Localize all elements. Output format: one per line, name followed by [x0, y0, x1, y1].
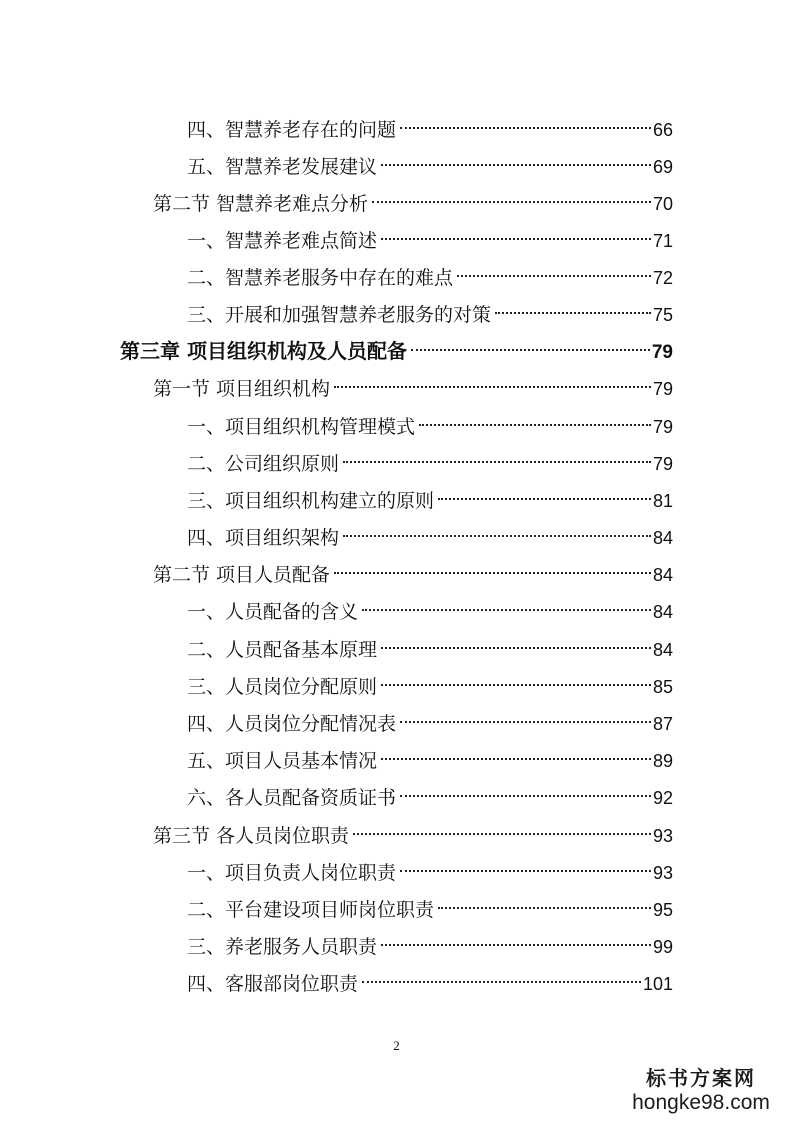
toc-entry-label: 二、人员配备基本原理 — [187, 639, 378, 661]
toc-leader-dots — [411, 330, 650, 358]
toc-entry-page: 84 — [652, 565, 673, 585]
toc-entry[interactable] — [187, 665, 673, 698]
toc-leader-dots — [381, 628, 651, 656]
toc-entry-label: 二、智慧养老服务中存在的难点 — [187, 267, 454, 289]
toc-entry-page: 101 — [642, 974, 673, 994]
site-watermark — [621, 1066, 781, 1116]
toc-entry-page: 75 — [652, 305, 673, 325]
toc-entry-page: 95 — [652, 900, 673, 920]
toc-leader-dots — [362, 590, 651, 618]
toc-leader-dots — [400, 108, 651, 136]
toc-entry[interactable] — [187, 145, 673, 178]
toc-entry[interactable] — [187, 405, 673, 438]
toc-leader-dots — [353, 814, 651, 842]
toc-entry-label: 三、项目组织机构建立的原则 — [187, 490, 435, 512]
toc-entry[interactable] — [187, 442, 673, 475]
toc-leader-dots — [381, 739, 651, 767]
toc-entry-label: 四、项目组织架构 — [187, 527, 340, 549]
toc-entry-label: 第三节 各人员岗位职责 — [153, 825, 350, 847]
toc-entry-page: 93 — [652, 826, 673, 846]
toc-entry[interactable] — [187, 590, 673, 623]
toc-entry-label: 一、智慧养老难点简述 — [187, 230, 378, 252]
toc-entry[interactable] — [187, 776, 673, 809]
toc-leader-dots — [400, 702, 651, 730]
toc-entry-label: 三、人员岗位分配原则 — [187, 676, 378, 698]
toc-entry-label: 一、项目负责人岗位职责 — [187, 862, 397, 884]
toc-entry[interactable] — [153, 182, 673, 215]
toc-entry-label: 六、各人员配备资质证书 — [187, 787, 397, 809]
toc-entry-label: 四、人员岗位分配情况表 — [187, 713, 397, 735]
toc-entry-label: 第三章 项目组织机构及人员配备 — [120, 339, 407, 363]
toc-entry-page: 66 — [652, 120, 673, 140]
toc-leader-dots — [381, 665, 651, 693]
toc-leader-dots — [400, 776, 651, 804]
toc-entry[interactable] — [153, 814, 673, 847]
toc-entry-label: 一、项目组织机构管理模式 — [187, 416, 416, 438]
toc-entry[interactable] — [187, 962, 673, 995]
toc-entry-page: 84 — [652, 528, 673, 548]
toc-entry[interactable] — [187, 628, 673, 661]
toc-entry-page: 92 — [652, 788, 673, 808]
toc-entry-page: 69 — [652, 157, 673, 177]
watermark-site-name: 标书方案网 — [646, 1066, 756, 1090]
footer-page-number: 2 — [393, 1038, 400, 1053]
toc-leader-dots — [381, 145, 651, 173]
toc-leader-dots — [400, 851, 651, 879]
toc-entry-label: 四、智慧养老存在的问题 — [187, 119, 397, 141]
toc-entry[interactable] — [187, 739, 673, 772]
toc-leader-dots — [381, 925, 651, 953]
toc-entry[interactable] — [153, 553, 673, 586]
toc-entry-label: 一、人员配备的含义 — [187, 601, 359, 623]
toc-leader-dots — [419, 405, 651, 433]
watermark-site-url: hongke98.com — [632, 1091, 770, 1114]
toc-leader-dots — [343, 442, 651, 470]
toc-entry-label: 五、智慧养老发展建议 — [187, 156, 378, 178]
toc-leader-dots — [343, 516, 651, 544]
toc-entry-page: 81 — [652, 491, 673, 511]
toc-entry[interactable] — [153, 367, 673, 400]
toc-entry-page: 79 — [651, 342, 673, 363]
toc-entry[interactable] — [187, 256, 673, 289]
toc-entry-page: 93 — [652, 863, 673, 883]
toc-entry[interactable] — [187, 925, 673, 958]
toc-entry-label: 第一节 项目组织机构 — [153, 378, 331, 400]
toc-entry[interactable] — [187, 479, 673, 512]
toc-chapter-entry[interactable] — [120, 330, 673, 363]
toc-entry-page: 99 — [652, 937, 673, 957]
toc-entry-page: 89 — [652, 751, 673, 771]
toc-leader-dots — [438, 888, 651, 916]
toc-entry-page: 70 — [652, 194, 673, 214]
toc-entry-page: 87 — [652, 714, 673, 734]
toc-leader-dots — [334, 553, 651, 581]
toc-entry-label: 二、公司组织原则 — [187, 453, 340, 475]
toc-leader-dots — [495, 293, 651, 321]
toc-leader-dots — [381, 219, 651, 247]
toc-entry[interactable] — [187, 851, 673, 884]
toc-entry[interactable] — [187, 219, 673, 252]
toc-entry-label: 三、开展和加强智慧养老服务的对策 — [187, 304, 492, 326]
toc-entry-label: 第二节 智慧养老难点分析 — [153, 193, 369, 215]
toc-leader-dots — [372, 182, 651, 210]
toc-entry-page: 79 — [652, 454, 673, 474]
toc-leader-dots — [334, 367, 651, 395]
toc-entry-page: 84 — [652, 602, 673, 622]
toc-entry-page: 79 — [652, 379, 673, 399]
toc-leader-dots — [362, 962, 641, 990]
toc-entry[interactable] — [187, 108, 673, 141]
toc-entry[interactable] — [187, 888, 673, 921]
toc-entry-page: 84 — [652, 640, 673, 660]
toc-entry-label: 五、项目人员基本情况 — [187, 750, 378, 772]
toc-entry-page: 79 — [652, 417, 673, 437]
toc-entry-label: 二、平台建设项目师岗位职责 — [187, 899, 435, 921]
toc-leader-dots — [457, 256, 651, 284]
toc-entry-page: 71 — [652, 231, 673, 251]
toc-entry[interactable] — [187, 516, 673, 549]
toc-entry-page: 72 — [652, 268, 673, 288]
toc-entry[interactable] — [187, 293, 673, 326]
toc-entry-label: 第二节 项目人员配备 — [153, 564, 331, 586]
toc-entry[interactable] — [187, 702, 673, 735]
toc-entry-label: 四、客服部岗位职责 — [187, 973, 359, 995]
toc-leader-dots — [438, 479, 651, 507]
toc-entry-label: 三、养老服务人员职责 — [187, 936, 378, 958]
toc-entry-page: 85 — [652, 677, 673, 697]
